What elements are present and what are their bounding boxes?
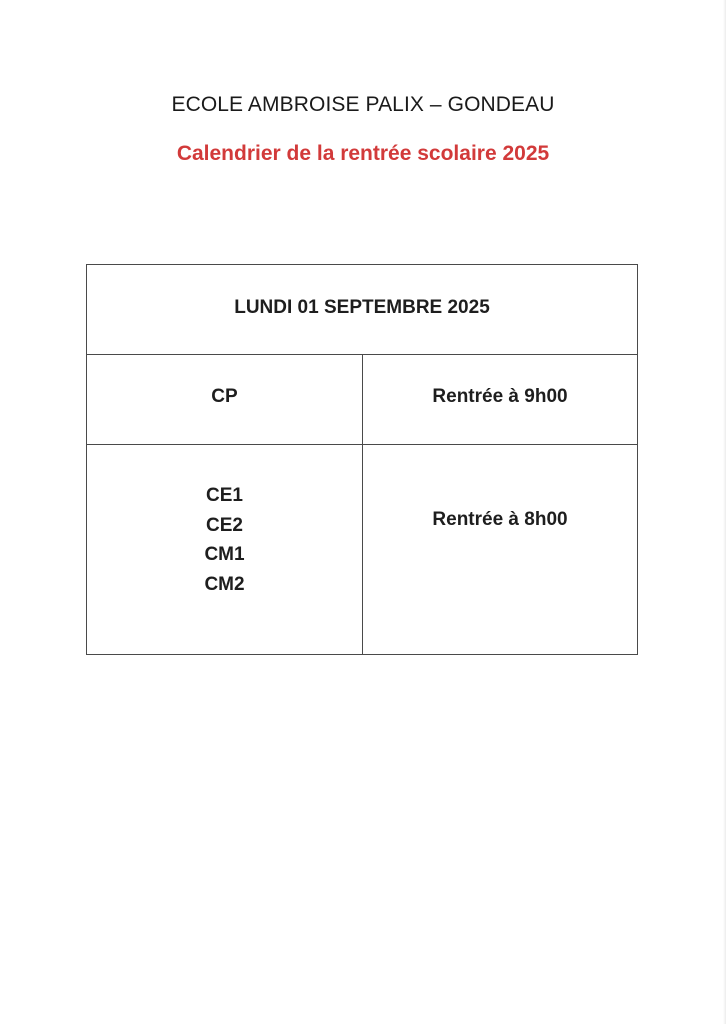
start-time: Rentrée à 9h00	[432, 385, 568, 407]
date-label: LUNDI 01 SEPTEMBRE 2025	[234, 297, 490, 318]
class-cell	[87, 445, 363, 654]
table-row	[87, 355, 637, 445]
time-cell	[363, 445, 637, 654]
date-row	[87, 265, 637, 355]
class-name: CE2	[206, 514, 243, 536]
calendar-subtitle: Calendrier de la rentrée scolaire 2025	[176, 142, 550, 165]
class-name: CP	[211, 385, 238, 407]
schedule-table	[86, 264, 638, 655]
start-time: Rentrée à 8h00	[432, 509, 568, 530]
school-title: ECOLE AMBROISE PALIX – GONDEAU	[171, 93, 555, 116]
class-name: CE1	[206, 485, 243, 506]
table-row	[87, 445, 637, 654]
class-name: CM2	[204, 573, 245, 595]
time-cell	[363, 355, 637, 444]
class-cell	[87, 355, 363, 444]
class-list	[87, 481, 362, 599]
class-name: CM1	[204, 544, 245, 565]
